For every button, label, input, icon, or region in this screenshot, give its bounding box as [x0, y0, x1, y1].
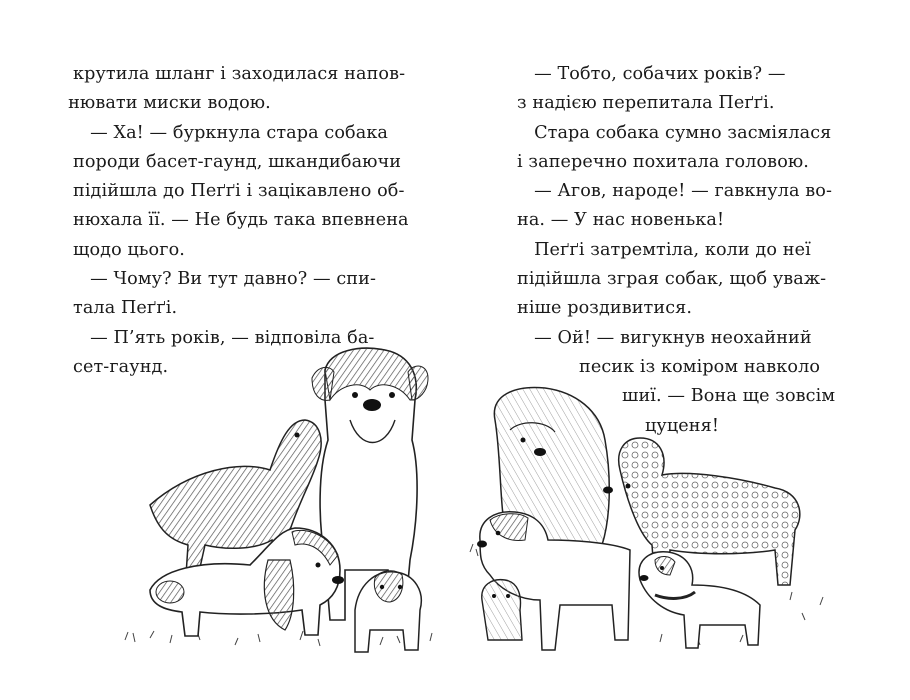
text-line: песик із коміром навколо [579, 356, 821, 377]
text-line: сет-гаунд. [73, 356, 169, 377]
collared-puppy-illustration [639, 552, 760, 648]
text-line: підійшла зграя собак, щоб уваж- [517, 269, 827, 290]
text-line: — Тобто, собачих років? — [517, 64, 786, 84]
text-line: цуценя! [645, 415, 719, 436]
text-line: підійшла до Пеґґі і зацікавлено об- [73, 181, 405, 202]
text-line: — Чому? Ви тут давно? — спи- [73, 269, 376, 290]
text-line: щодо цього. [73, 239, 185, 260]
text-line: з надією перепитала Пеґґі. [517, 93, 775, 114]
text-line: — Ой! — вигукнув неохайний [517, 327, 812, 348]
text-line: нюхала її. — Не будь така впевнена [73, 210, 409, 231]
text-line: породи басет-гаунд, шкандибаючи [73, 151, 402, 172]
yorkie-illustration [482, 580, 522, 640]
grass-left [125, 631, 432, 646]
pug-illustration [355, 571, 421, 652]
text-line: шиї. — Вона ще зовсім [622, 386, 836, 407]
text-line: — П’ять років, — відповіла ба- [73, 327, 375, 348]
text-line: Стара собака сумно засміялася [517, 122, 832, 143]
text-line: нювати миски водою. [51, 93, 271, 114]
text-line: — Ха! — буркнула стара собака [73, 122, 388, 143]
text-line: — Агов, народе! — гавкнула во- [517, 181, 833, 202]
text-line: крутила шланг і заходилася напов- [73, 64, 406, 84]
text-line: і заперечно похитала головою. [517, 151, 809, 172]
poodle-illustration [603, 438, 800, 585]
text-line: тала Пеґґі. [73, 298, 178, 319]
text-line: Пеґґі затремтіла, коли до неї [517, 239, 811, 260]
text-line: на. — У нас новенька! [517, 210, 725, 231]
text-line: ніше роздивитися. [517, 298, 693, 319]
